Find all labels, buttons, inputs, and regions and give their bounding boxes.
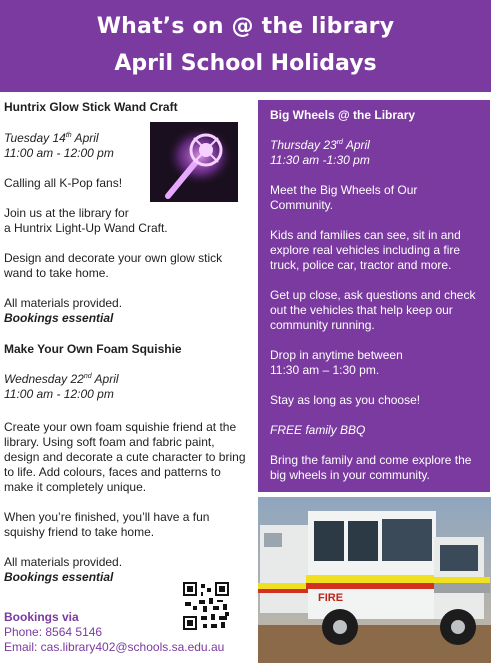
event3-closing: Bring the family and come explore the big wheels in your community.	[270, 453, 472, 482]
banner-subtitle: April School Holidays	[114, 51, 377, 76]
event2-description: Create your own foam squishie friend at the library. Using soft foam and fabric paint, design and decorate a cute character to bring to life. Add colours, faces and patterns to make it completely unique.	[4, 420, 246, 494]
banner-title: What’s on @ the library	[96, 14, 395, 39]
bookings-email[interactable]: Email: cas.library402@schools.sa.edu.au	[4, 640, 225, 654]
event1-invite-line2: a Huntrix Light-Up Wand Craft.	[4, 221, 168, 235]
right-column-panel	[258, 100, 490, 492]
event1-bookings-note: Bookings essential	[4, 311, 114, 325]
event3-intro: Meet the Big Wheels of Our Community.	[270, 183, 418, 212]
truck-fire-lettering: FIRE	[318, 592, 344, 604]
event1-title: Huntrix Glow Stick Wand Craft	[4, 100, 178, 114]
bookings-label: Bookings via	[4, 610, 79, 624]
event3-stay-note: Stay as long as you choose!	[270, 393, 421, 407]
header-banner	[0, 0, 491, 92]
glow-wand-photo	[150, 122, 238, 202]
event3-dropin-line2: 11:30 am – 1:30 pm.	[270, 363, 380, 377]
event1-description: Design and decorate your own glow stick wand to take home.	[4, 251, 223, 280]
bookings-contact	[4, 610, 224, 655]
event1-time: 11:00 am - 12:00 pm	[4, 146, 114, 160]
bookings-phone[interactable]: Phone: 8564 5146	[4, 625, 103, 639]
event3-dropin-line1: Drop in anytime between	[270, 348, 403, 362]
fire-truck-photo	[258, 497, 491, 663]
event3-date: Thursday 23rd April	[270, 138, 370, 152]
event2-bookings-note: Bookings essential	[4, 570, 114, 584]
event3-bbq: FREE family BBQ	[270, 423, 366, 437]
event1-intro: Calling all K-Pop fans!	[4, 176, 123, 190]
event2-date: Wednesday 22nd April	[4, 372, 119, 386]
event2-time: 11:00 am - 12:00 pm	[4, 387, 114, 401]
event3-time: 11:30 am -1:30 pm	[270, 153, 370, 167]
event2-takeaway: When you’re finished, you’ll have a fun squishy friend to take home.	[4, 510, 210, 539]
event1-materials: All materials provided.	[4, 296, 123, 310]
event3-details: Get up close, ask questions and check out the vehicles that help keep our community running.	[270, 288, 476, 332]
event3-description: Kids and families can see, sit in and explore real vehicles including a fire truck, police car, tractor and more.	[270, 228, 461, 272]
event1-invite-line1: Join us at the library for	[4, 206, 129, 220]
event2-materials: All materials provided.	[4, 555, 123, 569]
event2-title: Make Your Own Foam Squishie	[4, 342, 182, 356]
event3-title: Big Wheels @ the Library	[270, 108, 416, 122]
event1-date: Tuesday 14th April	[4, 131, 99, 145]
